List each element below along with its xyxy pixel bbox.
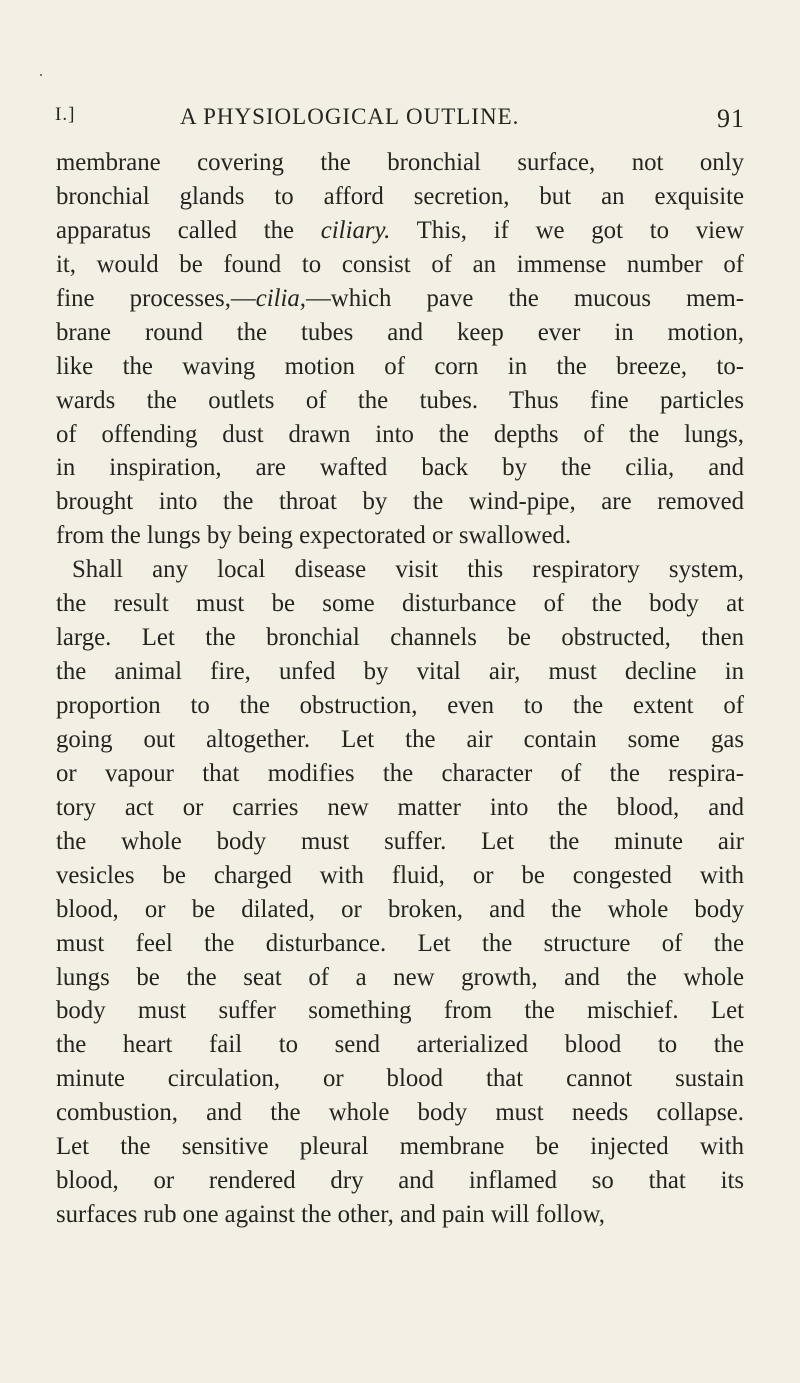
- text-line: or vapour that modifies the character of the respira-: [56, 759, 744, 787]
- text-line: the result must be some disturbance of the body at: [56, 590, 744, 618]
- text-line: the animal fire, unfed by vital air, must decline in: [56, 658, 744, 686]
- text-line: brane round the tubes and keep ever in motion,: [56, 318, 744, 346]
- body-text: [56, 146, 744, 1232]
- text-line: the whole body must suffer. Let the minute air: [56, 827, 744, 855]
- text-line: vesicles be charged with fluid, or be congested with: [56, 861, 744, 889]
- text-run: fine processes,—: [56, 284, 256, 312]
- page-number: 91: [717, 104, 745, 133]
- running-title: A PHYSIOLOGICAL OUTLINE.: [180, 104, 520, 129]
- text-line: [56, 282, 744, 316]
- running-head: [55, 104, 745, 132]
- text-line: like the waving motion of corn in the breeze, to-: [56, 352, 744, 380]
- text-line: Shall any local disease visit this respiratory system,: [72, 556, 744, 584]
- text-line: body must suffer something from the mischief. Let: [56, 997, 744, 1025]
- italic-term: cilia,: [255, 284, 306, 312]
- text-line: in inspiration, are wafted back by the cilia, and: [56, 454, 744, 482]
- text-line: membrane covering the bronchial surface, not only: [56, 149, 744, 176]
- text-line: blood, or rendered dry and inflamed so that its: [56, 1167, 744, 1195]
- text-line: proportion to the obstruction, even to the extent of: [56, 692, 744, 719]
- text-line: brought into the throat by the wind-pipe, are removed: [56, 488, 744, 516]
- text-line: from the lungs by being expectorated or swallowed.: [56, 522, 572, 550]
- speck: [40, 74, 42, 76]
- text-line: combustion, and the whole body must needs collapse.: [56, 1099, 744, 1127]
- text-line: it, would be found to consist of an immense number of: [56, 250, 744, 278]
- text-line: of offending dust drawn into the depths of the lungs,: [56, 420, 744, 448]
- text-line: must feel the disturbance. Let the structure of the: [56, 929, 744, 957]
- text-line: the heart fail to send arterialized blood to the: [56, 1031, 744, 1059]
- text-run: This, if we got to view: [390, 216, 744, 244]
- text-line: wards the outlets of the tubes. Thus fine particles: [56, 386, 744, 414]
- text-line: bronchial glands to afford secretion, but an exquisite: [56, 182, 744, 210]
- text-run: apparatus called the: [56, 216, 321, 244]
- text-line: large. Let the bronchial channels be obstructed, then: [56, 624, 744, 652]
- text-run: —which pave the mucous mem-: [305, 284, 744, 312]
- text-line: tory act or carries new matter into the blood, and: [56, 793, 744, 821]
- text-line: Let the sensitive pleural membrane be injected with: [56, 1133, 744, 1161]
- text-line: blood, or be dilated, or broken, and the whole body: [56, 895, 744, 923]
- text-line: going out altogether. Let the air contain some gas: [56, 725, 744, 753]
- italic-term: ciliary.: [320, 216, 391, 244]
- chapter-marker: I.]: [55, 104, 76, 125]
- text-line: lungs be the seat of a new growth, and the whole: [56, 963, 744, 991]
- text-line: minute circulation, or blood that cannot sustain: [56, 1065, 744, 1093]
- text-line: [56, 214, 744, 248]
- text-line: surfaces rub one against the other, and pain will follow,: [56, 1201, 605, 1229]
